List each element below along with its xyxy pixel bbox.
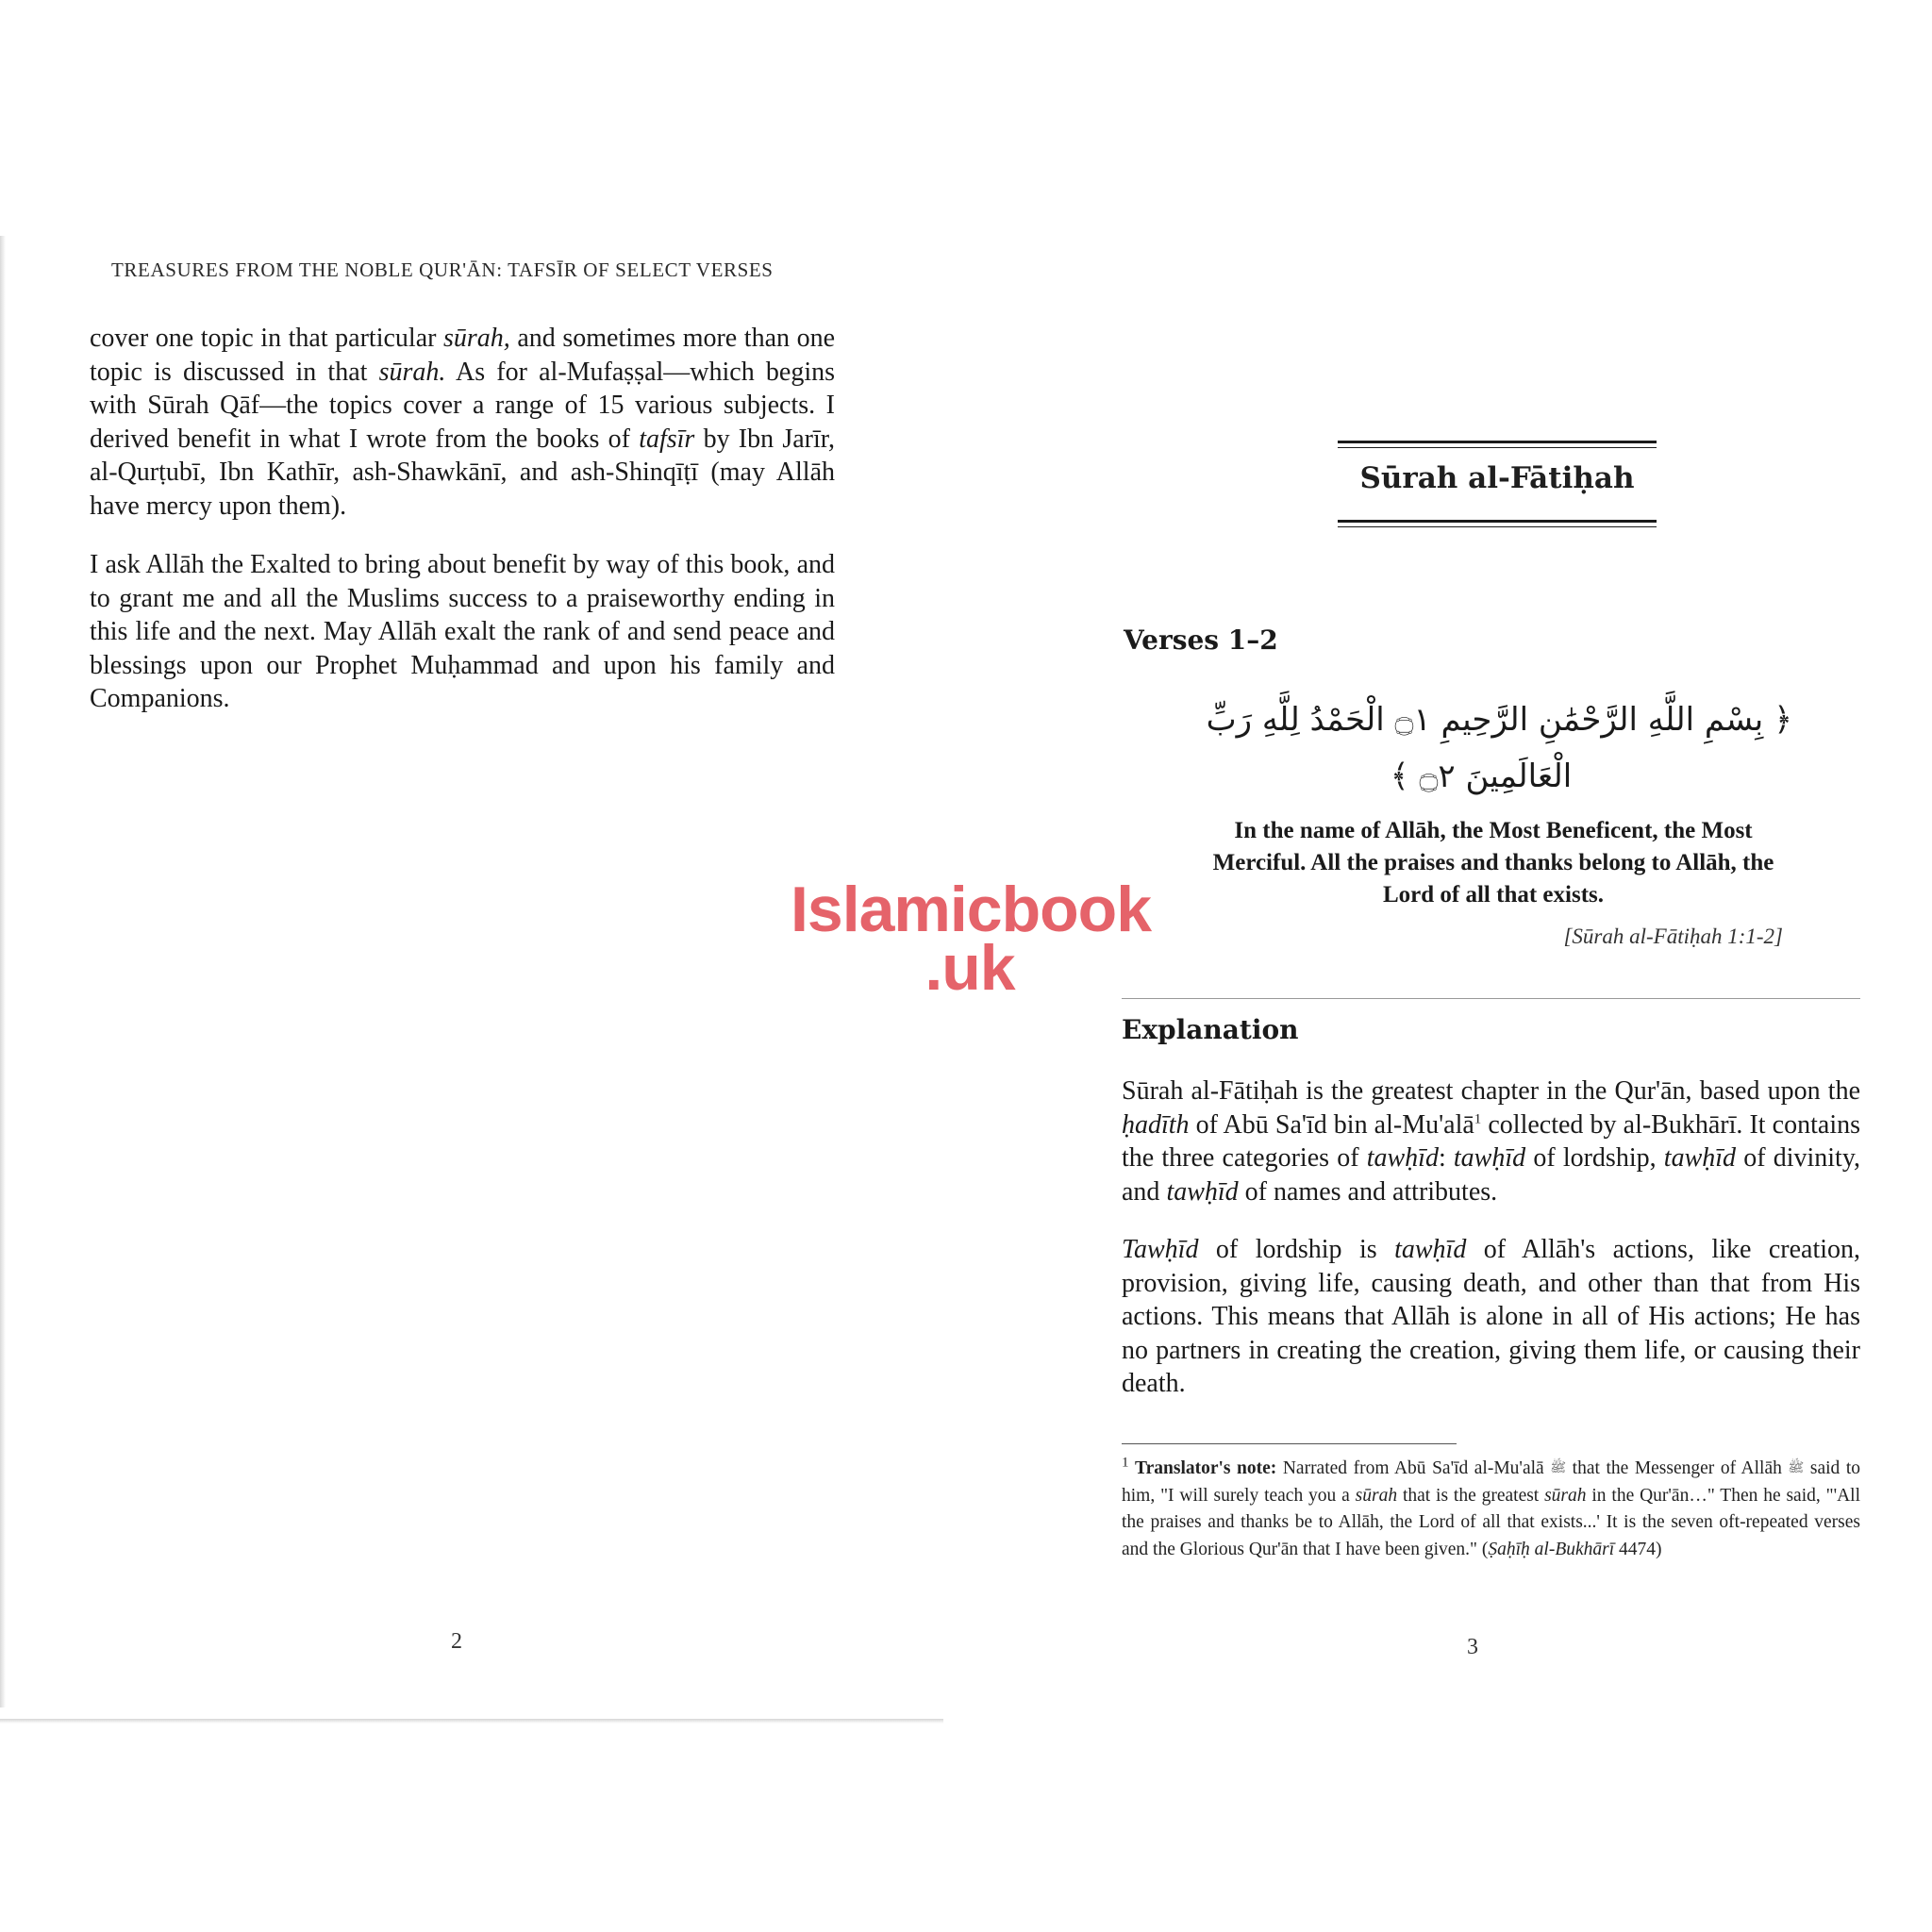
footnote-rule [1122, 1443, 1457, 1444]
explanation-paragraph-2: Tawḥīd of lordship is tawḥīd of Allāh's actions, like creation, provision, giving life, causing death, and other than that from His actions. This means that Allāh is alone in all of His actions; He has no partners in creating the creation, giving them life, or causing their death. [1122, 1235, 1861, 1398]
page-number-left: 2 [451, 1629, 462, 1654]
footnote-ref[interactable]: 1 [1474, 1111, 1482, 1127]
scan-edge-bottom [0, 1719, 943, 1724]
footnote: $^1$ Translator's note: Narrated from Abū Sa'īd al-Mu'alā ﷺ that the Messenger of Allāh ﷺ said to him, "I will surely teach you a sūrah that is the greatest sūrah in the Qur'ān…" Then he said, "'All the praises and thanks be to Allāh, the Lord of all that exists...' It is the seven oft-repeated verses and the Glorious Qur'ān that I have been given." (Ṣaḥīḥ al-Bukhārī 4474) [1122, 1455, 1860, 1559]
honorific-icon: ﷺ [1788, 1461, 1805, 1475]
running-head: TREASURES FROM THE NOBLE QUR'ĀN: TAFSĪR OF SELECT VERSES [111, 258, 774, 281]
verse-reference: [Sūrah al-Fātiḥah 1:1-2] [1563, 924, 1783, 948]
surah-title-box [1338, 441, 1657, 527]
explanation-heading: Explanation [1122, 1014, 1299, 1045]
surah-title: Sūrah al-Fātiḥah [1359, 461, 1635, 495]
left-paragraph-1: cover one topic in that particular sūrah, and sometimes more than one topic is discussed in that sūrah. As for al-Mufaṣṣal—which begins with Sūrah Qāf—the topics cover a range of 15 various subjects. I derived benefit in what I wrote from the books of tafsīr by Ibn Jarīr, al-Qurṭubī, Ibn Kathīr, ash-Shawkānī, and ash-Shinqīṭī (may Allāh have mercy upon them). [90, 324, 835, 521]
scan-edge-left [0, 236, 6, 1707]
title-rule-bottom [1338, 520, 1657, 527]
section-divider [1122, 998, 1860, 999]
verses-heading: Verses 1–2 [1124, 625, 1278, 656]
watermark-line-1: Islamicbook [791, 874, 1152, 945]
title-rule-top [1338, 441, 1657, 448]
watermark [791, 874, 1152, 1004]
page-number-right: 3 [1467, 1635, 1478, 1659]
explanation-paragraph-1: Sūrah al-Fātiḥah is the greatest chapter in the Qur'ān, based upon the ḥadīth of Abū Sa'īd bin al-Mu'alā$^1$ collected by al-Bukhārī. It contains the three categories of tawḥīd: tawḥīd of lordship, tawḥīd of divinity, and tawḥīd of names and attributes. [1122, 1076, 1861, 1207]
watermark-line-2: .uk [924, 932, 1015, 1004]
arabic-verse-line-2: الْعَالَمِينَ ۝٢ ﴾ [1390, 758, 1573, 795]
footnote-label: Translator's note: [1135, 1458, 1277, 1478]
arabic-verse-line-1: ﴿ بِسْمِ اللَّهِ الرَّحْمَٰنِ الرَّحِيمِ ۝١ الْحَمْدُ لِلَّهِ رَبِّ [1206, 701, 1792, 739]
honorific-icon: ﷺ [1550, 1461, 1567, 1475]
verse-translation: In the name of Allāh, the Most Beneficent, the Most Merciful. All the praises and thanks belong to Allāh, the Lord of all that exists. [1212, 818, 1774, 908]
left-paragraph-2: I ask Allāh the Exalted to bring about benefit by way of this book, and to grant me and all the Muslims success to a praiseworthy ending in this life and the next. May Allāh exalt the rank of and send peace and blessings upon our Prophet Muḥammad and upon his family and Companions. [90, 550, 835, 713]
footnote-marker: 1 [1122, 1455, 1129, 1471]
